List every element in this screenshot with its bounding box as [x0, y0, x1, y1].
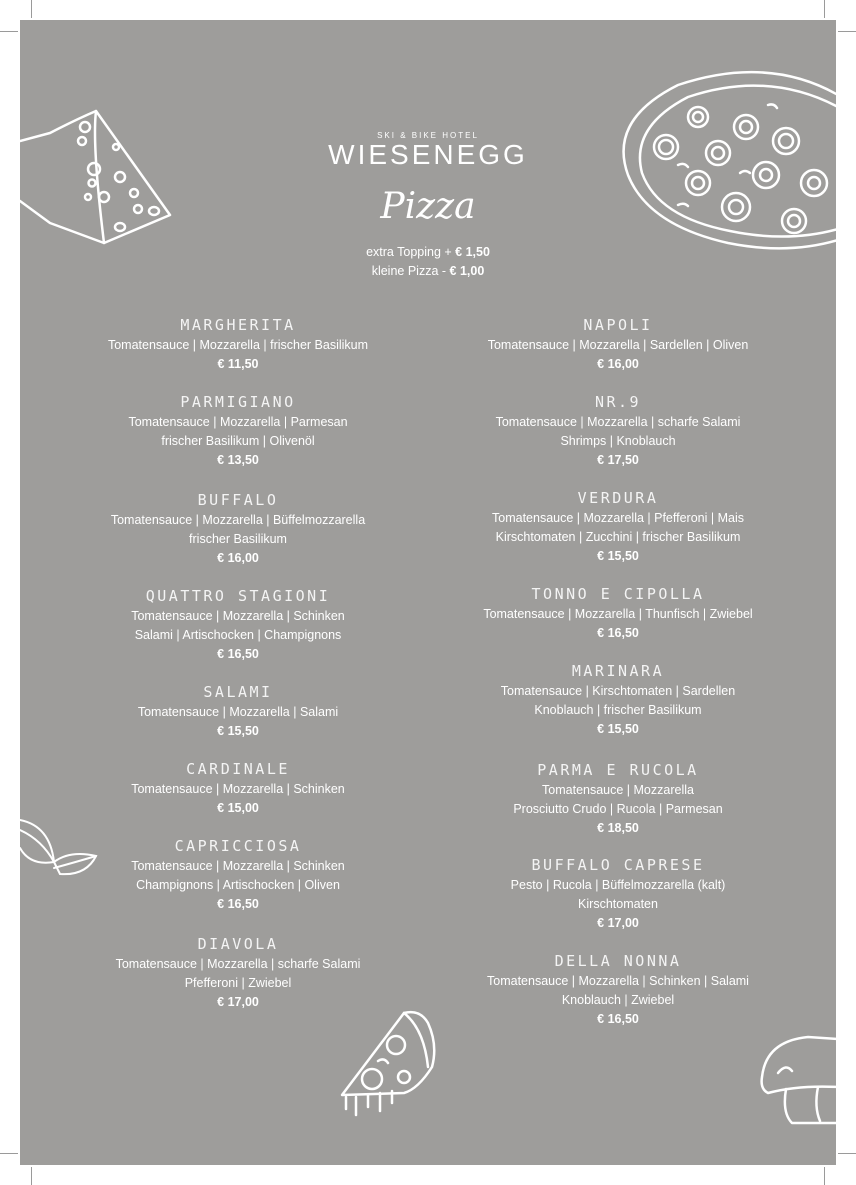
- pizza-ingredients: Champignons | Artischocken | Oliven: [136, 878, 340, 892]
- crop-mark: [838, 1153, 856, 1154]
- menu-item: [58, 587, 418, 664]
- menu-item: [438, 856, 798, 933]
- pizza-ingredients: Knoblauch | Zwiebel: [561, 993, 675, 1007]
- pizza-price: € 13,50: [217, 453, 259, 467]
- menu-item: [438, 952, 798, 1029]
- pizza-ingredients: Kirschtomaten: [578, 897, 658, 911]
- pizza-slice-icon: [332, 1005, 442, 1120]
- pizza-ingredients: Pesto | Rucola | Büffelmozzarella (kalt): [510, 878, 726, 892]
- menu-item: [438, 585, 798, 643]
- pizza-ingredients: Tomatensauce | Mozzarella | scharfe Salami: [495, 415, 741, 429]
- pizza-name: PARMA E RUCOLA: [537, 761, 699, 779]
- pizza-ingredients: Tomatensauce | Mozzarella | Parmesan: [128, 415, 348, 429]
- pizza-name: NR.9: [594, 393, 642, 411]
- crop-mark: [838, 31, 856, 32]
- pizza-price: € 17,00: [597, 916, 639, 930]
- small-pizza-info: [0, 264, 856, 278]
- pizza-name: MARINARA: [571, 662, 665, 680]
- pizza-price: € 11,50: [217, 357, 259, 371]
- menu-item: [58, 837, 418, 914]
- pizza-ingredients: Tomatensauce | Mozzarella | Büffelmozzarella: [110, 513, 366, 527]
- pizza-ingredients: Shrimps | Knoblauch: [560, 434, 676, 448]
- pizza-ingredients: Tomatensauce | Mozzarella | Thunfisch | Zwiebel: [483, 607, 753, 621]
- menu-item: [58, 491, 418, 568]
- pizza-price: € 16,00: [217, 551, 259, 565]
- pizza-name: NAPOLI: [583, 316, 653, 334]
- pizza-name: DELLA NONNA: [554, 952, 682, 970]
- pizza-name: MARGHERITA: [180, 316, 296, 334]
- pizza-ingredients: Salami | Artischocken | Champignons: [134, 628, 342, 642]
- pizza-ingredients: Tomatensauce | Mozzarella | Schinken: [131, 609, 345, 623]
- pizza-name: BUFFALO CAPRESE: [531, 856, 705, 874]
- pizza-name: TONNO E CIPOLLA: [531, 585, 705, 603]
- pizza-name: PARMIGIANO: [180, 393, 296, 411]
- menu-item: [438, 393, 798, 470]
- pizza-ingredients: Prosciutto Crudo | Rucola | Parmesan: [513, 802, 723, 816]
- pizza-name: SALAMI: [203, 683, 273, 701]
- menu-item: [438, 761, 798, 838]
- menu-item: [58, 316, 418, 374]
- crop-mark: [31, 0, 32, 18]
- pizza-name: DIAVOLA: [197, 935, 279, 953]
- pizza-ingredients: Tomatensauce | Mozzarella | Schinken: [131, 859, 345, 873]
- pizza-name: CAPRICCIOSA: [174, 837, 302, 855]
- menu-item: [438, 662, 798, 739]
- mushroom-icon: [758, 1035, 836, 1125]
- crop-mark: [824, 1167, 825, 1185]
- pizza-ingredients: Kirschtomaten | Zucchini | frischer Basilikum: [495, 530, 741, 544]
- menu-item: [58, 935, 418, 1012]
- pizza-price: € 17,00: [217, 995, 259, 1009]
- menu-item: [58, 683, 418, 741]
- pizza-price: € 15,50: [597, 722, 639, 736]
- pizza-price: € 16,50: [217, 897, 259, 911]
- small-pizza-label: kleine Pizza -: [371, 264, 450, 278]
- crop-mark: [31, 1167, 32, 1185]
- hotel-tagline: SKI & BIKE HOTEL: [377, 131, 479, 140]
- pizza-name: VERDURA: [577, 489, 659, 507]
- pizza-ingredients: Tomatensauce | Mozzarella | scharfe Salami: [115, 957, 361, 971]
- pizza-ingredients: frischer Basilikum: [189, 532, 287, 546]
- pizza-ingredients: frischer Basilikum | Olivenöl: [161, 434, 315, 448]
- pizza-ingredients: Tomatensauce | Mozzarella | frischer Basilikum: [107, 338, 369, 352]
- menu-item: [58, 760, 418, 818]
- pizza-ingredients: Tomatensauce | Mozzarella | Schinken | Salami: [487, 974, 749, 988]
- pizza-price: € 15,50: [597, 549, 639, 563]
- extra-topping-label: extra Topping +: [366, 245, 456, 259]
- pizza-name: CARDINALE: [186, 760, 290, 778]
- pizza-ingredients: Tomatensauce | Mozzarella | Sardellen | Oliven: [487, 338, 749, 352]
- pizza-price: € 16,50: [597, 1012, 639, 1026]
- pizza-price: € 16,50: [217, 647, 259, 661]
- crop-mark: [0, 31, 18, 32]
- pizza-ingredients: Tomatensauce | Mozzarella | Pfefferoni | Mais: [492, 511, 744, 525]
- pizza-price: € 17,50: [597, 453, 639, 467]
- pizza-name: QUATTRO STAGIONI: [145, 587, 331, 605]
- pizza-ingredients: Knoblauch | frischer Basilikum: [534, 703, 702, 717]
- pizza-ingredients: Tomatensauce | Mozzarella: [542, 783, 694, 797]
- pizza-price: € 15,00: [217, 801, 259, 815]
- crop-mark: [824, 0, 825, 18]
- pizza-name: BUFFALO: [197, 491, 279, 509]
- pizza-price: € 16,50: [597, 626, 639, 640]
- extra-topping-price: € 1,50: [455, 245, 490, 259]
- pizza-ingredients: Tomatensauce | Kirschtomaten | Sardellen: [500, 684, 736, 698]
- crop-mark: [0, 1153, 18, 1154]
- menu-item: [438, 489, 798, 566]
- pizza-price: € 18,50: [597, 821, 639, 835]
- extra-topping-info: [0, 245, 856, 259]
- page-title: Pizza: [380, 186, 476, 227]
- pizza-price: € 16,00: [597, 357, 639, 371]
- hotel-name: WIESENEGG: [328, 139, 528, 170]
- menu-item: [438, 316, 798, 374]
- pizza-ingredients: Pfefferoni | Zwiebel: [184, 976, 292, 990]
- pizza-ingredients: Tomatensauce | Mozzarella | Salami: [137, 705, 339, 719]
- pizza-ingredients: Tomatensauce | Mozzarella | Schinken: [131, 782, 345, 796]
- pizza-price: € 15,50: [217, 724, 259, 738]
- small-pizza-price: € 1,00: [449, 264, 485, 278]
- menu-item: [58, 393, 418, 470]
